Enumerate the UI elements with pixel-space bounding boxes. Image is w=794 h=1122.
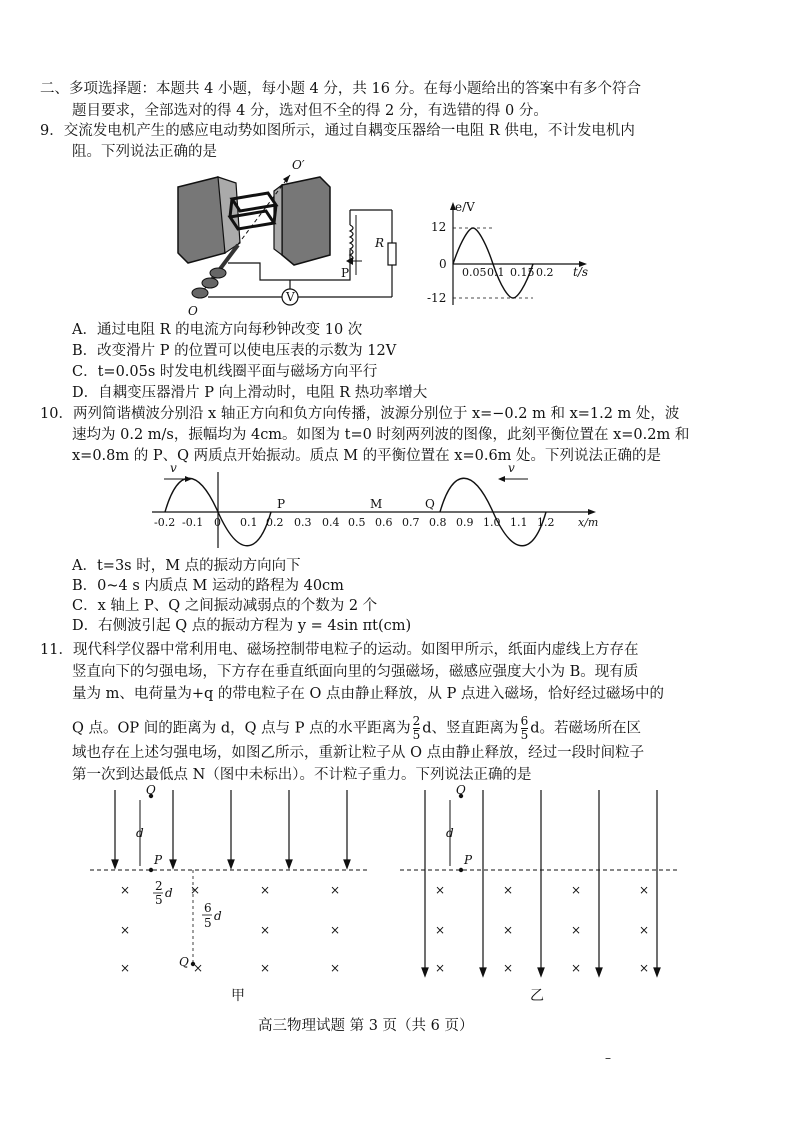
figure-yi — [395, 780, 685, 1005]
svg-text:×: × — [120, 961, 131, 975]
point-Q: Q — [425, 497, 435, 511]
svg-text:×: × — [503, 961, 514, 975]
tick-0-4: 0.4 — [322, 516, 340, 529]
fraction-2-5 — [413, 715, 421, 742]
slider-P-label: P — [341, 266, 350, 280]
graph-tick-0-2: 0.2 — [536, 266, 554, 279]
label-d: d — [136, 826, 144, 840]
q10-option-a: A．t=3s 时，M 点的振动方向向下 — [72, 558, 301, 574]
generator-circuit-figure — [170, 155, 420, 320]
graph-tick-0-1: 0.1 — [487, 266, 505, 279]
tick-0-9: 0.9 — [456, 516, 474, 529]
q11-stem-line4-part1: Q 点。OP 间的距离为 d，Q 点与 P 点的水平距离为 — [72, 720, 411, 737]
magnetic-field-crosses — [435, 883, 649, 975]
svg-text:×: × — [260, 961, 271, 975]
section-heading-line2: 题目要求，全部选对的得 4 分，选对但不全的得 2 分，有选错的得 0 分。 — [72, 103, 548, 119]
tick-0-8: 0.8 — [429, 516, 447, 529]
slip-ring-2 — [202, 278, 218, 288]
point-Q: Q — [179, 955, 189, 969]
wave-xlabel: x/m — [578, 516, 599, 529]
v-frac-num: 6 — [204, 901, 212, 915]
left-wave-v: v — [170, 462, 177, 475]
svg-text:×: × — [503, 883, 514, 897]
q10-option-c: C．x 轴上 P、Q 之间振动减弱点的个数为 2 个 — [72, 598, 378, 614]
figure-jia — [85, 780, 375, 1005]
q9-stem-line2: 阻。下列说法正确的是 — [72, 144, 217, 160]
q10-stem-line1: 10．两列简谐横波分别沿 x 轴正方向和负方向传播，波源分别位于 x=−0.2 m 和 x=1.2 m 处，波 — [40, 406, 680, 422]
svg-text:×: × — [120, 883, 131, 897]
q11-stem-line4 — [72, 715, 641, 742]
h-frac-den: 5 — [155, 893, 163, 907]
q10-stem-line3: x=0.8m 的 P、Q 两质点开始振动。质点 M 的平衡位置在 x=0.6m 处。下列说法正确的是 — [72, 448, 662, 464]
svg-text:×: × — [435, 883, 446, 897]
right-magnet-pole — [282, 177, 330, 265]
fraction-den: 5 — [520, 728, 529, 742]
left-magnet-pole — [178, 177, 225, 263]
v-label-d: d — [214, 909, 222, 923]
fraction-num: 2 — [412, 714, 421, 728]
svg-text:×: × — [571, 961, 582, 975]
right-wave-v: v — [508, 462, 515, 475]
q9-stem-line1: 9．交流发电机产生的感应电动势如图所示，通过自耦变压器给一电阻 R 供电，不计发电机内 — [40, 123, 635, 139]
point-P: P — [154, 853, 163, 867]
graph-tick-0-05: 0.05 — [462, 266, 487, 279]
h-label-d: d — [165, 886, 173, 900]
tick-0: 0 — [214, 516, 221, 529]
q9-option-b: B．改变滑片 P 的位置可以使电压表的示数为 12V — [72, 343, 397, 359]
graph-y-pos: 12 — [431, 220, 447, 234]
tick-1-2: 1.2 — [537, 516, 555, 529]
resistor-R-label: R — [375, 236, 385, 250]
q11-stem-line3: 量为 m、电荷量为+q 的带电粒子在 O 点由静止释放，从 P 点进入磁场，恰好经过磁场中的 — [72, 686, 664, 702]
point-P: P — [277, 497, 286, 511]
q9-option-d: D．自耦变压器滑片 P 向上滑动时，电阻 R 热功率增大 — [72, 385, 428, 401]
point-P: P — [464, 853, 473, 867]
q10-stem-line2: 速均为 0.2 m/s，振幅均为 4cm。如图为 t=0 时刻两列波的图像，此刻平衡位置在 x=0.2m 和 — [72, 427, 690, 443]
emf-curve — [453, 228, 533, 298]
electric-field-arrows-full — [422, 790, 660, 976]
q11-stem-line1: 11．现代科学仪器中常利用电、磁场控制带电粒子的运动。如图甲所示，纸面内虚线上方存在 — [40, 642, 639, 658]
q11-stem-line5: 域也存在上述匀强电场，如图乙所示，重新让粒子从 O 点由静止释放，经过一段时间粒子 — [72, 745, 645, 761]
q10-option-b: B．0~4 s 内质点 M 运动的路程为 40cm — [72, 578, 344, 594]
svg-text:×: × — [330, 961, 341, 975]
voltmeter-label: V — [286, 290, 295, 304]
svg-text:×: × — [571, 883, 582, 897]
q11-stem-line4-part3: d。若磁场所在区 — [530, 720, 641, 737]
coil-top — [232, 193, 276, 211]
graph-xlabel: t/s — [573, 265, 589, 279]
wave-figure — [150, 462, 610, 552]
section-heading-line1: 二、多项选择题：本题共 4 小题，每小题 4 分，共 16 分。在每小题给出的答案中有多个符合 — [40, 81, 642, 97]
graph-ylabel: e/V — [455, 200, 475, 214]
svg-text:×: × — [639, 923, 650, 937]
tick-1-0: 1.0 — [483, 516, 501, 529]
h-frac-num: 2 — [155, 879, 163, 893]
point-O: O — [456, 783, 466, 797]
svg-text:×: × — [571, 923, 582, 937]
svg-text:×: × — [330, 923, 341, 937]
tick-0-5: 0.5 — [348, 516, 366, 529]
tick-0-3: 0.3 — [294, 516, 312, 529]
figure-label-yi: 乙 — [530, 988, 544, 1004]
svg-text:×: × — [330, 883, 341, 897]
point-O: O — [146, 783, 156, 797]
graph-y-zero: 0 — [439, 257, 447, 271]
magnetic-field-crosses — [120, 883, 340, 975]
point-M: M — [370, 497, 383, 511]
label-O: O — [188, 304, 198, 318]
svg-text:×: × — [190, 883, 201, 897]
page-footer: 高三物理试题 第 3 页（共 6 页） — [258, 1018, 474, 1034]
fraction-num: 6 — [520, 714, 529, 728]
slip-ring-1 — [210, 268, 226, 278]
svg-text:×: × — [120, 923, 131, 937]
svg-text:×: × — [639, 961, 650, 975]
svg-text:×: × — [503, 923, 514, 937]
svg-text:×: × — [435, 923, 446, 937]
svg-text:×: × — [260, 883, 271, 897]
electric-field-arrows — [112, 790, 350, 868]
fraction-6-5 — [521, 715, 529, 742]
svg-text:×: × — [435, 961, 446, 975]
svg-text:×: × — [639, 883, 650, 897]
q11-stem-line2: 竖直向下的匀强电场，下方存在垂直纸面向里的匀强磁场，磁感应强度大小为 B。现有质 — [72, 664, 639, 680]
q9-option-c: C．t=0.05s 时发电机线圈平面与磁场方向平行 — [72, 364, 378, 380]
svg-text:×: × — [260, 923, 271, 937]
q9-option-a: A．通过电阻 R 的电流方向每秒钟改变 10 次 — [72, 322, 363, 338]
svg-text:×: × — [193, 961, 204, 975]
tick-0-7: 0.7 — [402, 516, 420, 529]
resistor-R — [388, 243, 396, 265]
fraction-den: 5 — [412, 728, 421, 742]
autotransformer-coil — [350, 225, 353, 261]
v-frac-den: 5 — [204, 916, 212, 930]
figure-label-jia: 甲 — [231, 988, 245, 1004]
tick-0-6: 0.6 — [375, 516, 393, 529]
q11-stem-line4-part2: d、竖直距离为 — [422, 720, 519, 737]
tick-neg0-1: -0.1 — [182, 516, 204, 529]
emf-time-graph — [425, 200, 600, 310]
label-d: d — [446, 826, 454, 840]
graph-y-neg: -12 — [427, 291, 447, 305]
q10-option-d: D．右侧波引起 Q 点的振动方程为 y = 4sin πt(cm) — [72, 618, 412, 634]
tick-neg0-2: -0.2 — [154, 516, 176, 529]
tick-0-1: 0.1 — [240, 516, 258, 529]
q11-stem-line6: 第一次到达最低点 N（图中未标出）。不计粒子重力。下列说法正确的是 — [72, 767, 532, 783]
footer-dash: – — [605, 1051, 611, 1065]
tick-0-2: 0.2 — [266, 516, 284, 529]
label-O-prime: O′ — [292, 158, 305, 172]
tick-1-1: 1.1 — [510, 516, 528, 529]
graph-tick-0-15: 0.15 — [510, 266, 535, 279]
